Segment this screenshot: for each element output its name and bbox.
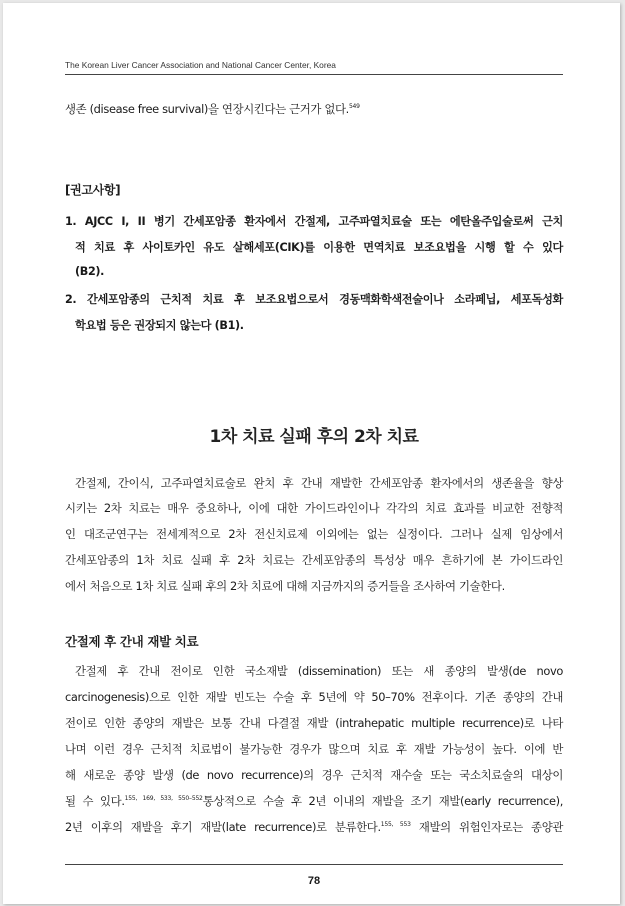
recommendation-2-line-1: 2. 간세포암종의 근치적 치료 후 보조요법으로서 경동맥화학색전술이나 소라페닙, 세포독성화 bbox=[65, 293, 563, 306]
subsection-text: 될 수 있다. bbox=[65, 794, 125, 808]
recommendation-2-line-2: 학요법 등은 권장되지 않는다 (B1). bbox=[75, 319, 244, 332]
paragraph-line: 에서 처음으로 1차 치료 실패 후의 2차 치료에 대해 지금까지의 증거들을 조사하여 기술한다. bbox=[65, 579, 505, 593]
subsection-line: carcinogenesis)으로 인한 재발 빈도는 수술 후 5년에 약 50–70% 전후이다. 기존 종양의 간내 bbox=[65, 690, 563, 704]
running-header: The Korean Liver Cancer Association and National Cancer Center, Korea bbox=[65, 60, 336, 70]
section-title: 1차 치료 실패 후의 2차 치료 bbox=[209, 427, 419, 447]
citation: 155, 169, 533, 550–552 bbox=[124, 795, 203, 802]
subsection-line: 간절제 후 간내 전이로 인한 국소재발 (dissemination) 또는 새 종양의 발생(de novo bbox=[75, 664, 563, 678]
subsection-line: 해 새로운 종양 발생 (de novo recurrence)의 경우 근치적 재수술 또는 국소치료술의 대상이 bbox=[65, 768, 563, 782]
intro-text: 생존 (disease free survival)을 연장시킨다는 근거가 없다. bbox=[65, 102, 349, 116]
recommendation-1-line-1: 1. AJCC I, II 병기 간세포암종 환자에서 간절제, 고주파열치료술 또는 에탄올주입술로써 근치 bbox=[65, 215, 563, 228]
subsection-title: 간절제 후 간내 재발 치료 bbox=[65, 634, 199, 649]
page-number: 78 bbox=[307, 875, 321, 887]
recommendation-1-line-2: 적 치료 후 사이토카인 유도 살해세포(CIK)를 이용한 면역치료 보조요법을 시행 할 수 있다 bbox=[75, 241, 563, 254]
subsection-line: 나며 이런 경우 근치적 치료법이 불가능한 경우가 많으며 치료 후 재발 가능성이 높다. 이에 반 bbox=[65, 742, 563, 756]
subsection-text: 통상적으로 수술 후 2년 이내의 재발을 조기 재발(early recurrence), bbox=[202, 794, 563, 808]
subsection-text: 2년 이후의 재발을 후기 재발(late recurrence)로 분류한다. bbox=[65, 820, 381, 834]
subsection-line bbox=[65, 793, 563, 809]
citation: 155, 553 bbox=[380, 821, 411, 828]
intro-line bbox=[65, 101, 563, 117]
header-divider bbox=[65, 74, 563, 75]
document-page bbox=[3, 3, 620, 904]
subsection-line: 전이로 인한 종양의 재발은 보통 간내 다결절 재발 (intrahepatic multiple recurrence)로 나타 bbox=[65, 716, 563, 730]
footer-divider bbox=[65, 864, 563, 865]
paragraph-line: 인 대조군연구는 전세계적으로 2차 전신치료제 이외에는 없는 실정이다. 그러나 실제 임상에서 bbox=[65, 527, 563, 541]
paragraph-line: 간세포암종의 1차 치료 실패 후 2차 치료는 간세포암종의 특성상 매우 흔하기에 본 가이드라인 bbox=[65, 553, 563, 567]
recommendations-heading: [권고사항] bbox=[65, 183, 121, 197]
subsection-text: 재발의 위험인자로는 종양관 bbox=[410, 820, 564, 834]
citation: 549 bbox=[348, 103, 360, 110]
paragraph-line: 간절제, 간이식, 고주파열치료술로 완치 후 간내 재발한 간세포암종 환자에서의 생존율을 향상 bbox=[75, 476, 563, 490]
recommendation-1-line-3: (B2). bbox=[75, 265, 105, 278]
subsection-line bbox=[65, 819, 563, 835]
paragraph-line: 시키는 2차 치료는 매우 중요하나, 이에 대한 가이드라인이나 각각의 치료 효과를 비교한 전향적 bbox=[65, 501, 563, 515]
